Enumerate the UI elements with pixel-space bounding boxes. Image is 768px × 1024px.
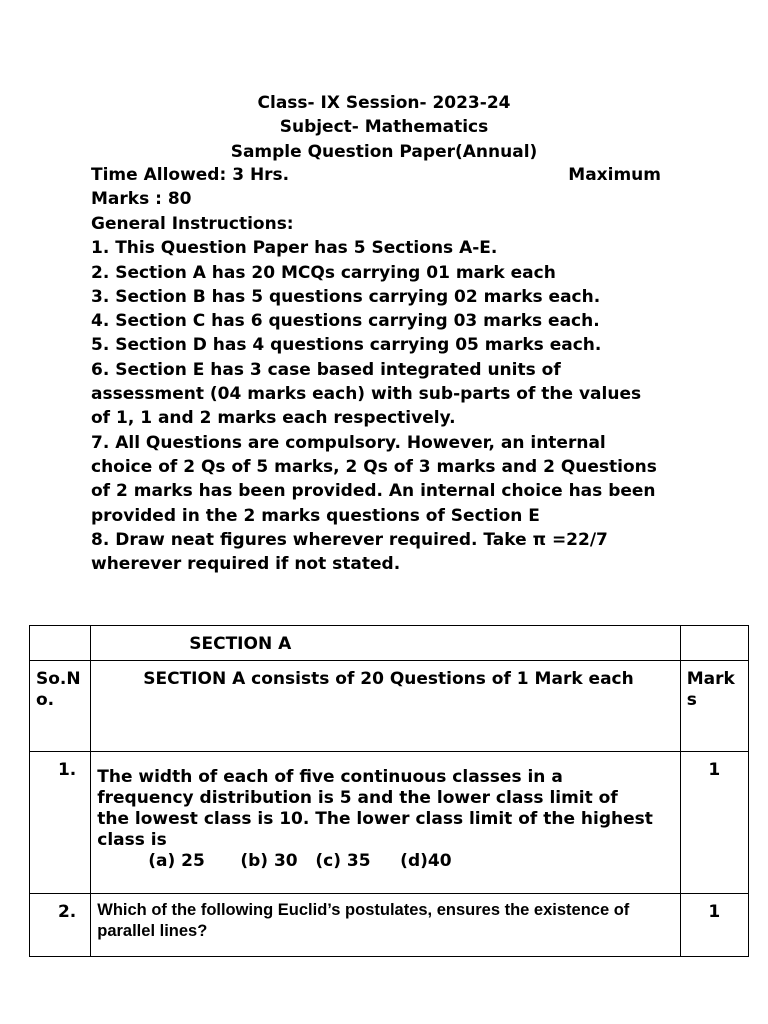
- empty-cell: [30, 626, 91, 661]
- instruction-line: 4. Section C has 6 questions carrying 03 marks each.: [91, 311, 600, 332]
- instruction-line: 7. All Questions are compulsory. However, an internal: [91, 432, 606, 453]
- question-line: class is: [97, 830, 167, 850]
- column-header-description: SECTION A consists of 20 Questions of 1 Mark each: [91, 661, 680, 752]
- instructions-title: General Instructions:: [91, 214, 294, 234]
- question-line: frequency distribution is 5 and the lower class limit of: [97, 788, 618, 808]
- max-marks: Marks : 80: [91, 189, 192, 209]
- question-marks: 1: [680, 894, 748, 957]
- instruction-line: of 1, 1 and 2 marks each respectively.: [91, 408, 456, 429]
- sno-header-line: So.N: [36, 669, 81, 689]
- question-line: The width of each of five continuous classes in a: [97, 767, 563, 787]
- question-marks: 1: [680, 752, 748, 894]
- instruction-line: of 2 marks has been provided. An internal choice has been: [91, 481, 656, 502]
- question-text: [91, 894, 680, 957]
- maximum-label: Maximum: [568, 165, 661, 185]
- instruction-line: 8. Draw neat figures wherever required. Take π =22/7: [91, 529, 608, 550]
- time-allowed: Time Allowed: 3 Hrs.: [91, 165, 290, 185]
- paper-title: Sample Question Paper(Annual): [230, 142, 538, 162]
- marks-header-line: Mark: [686, 669, 735, 689]
- sno-header-line: o.: [36, 690, 55, 710]
- empty-cell: [680, 626, 748, 661]
- instruction-line: provided in the 2 marks questions of Section E: [91, 505, 540, 526]
- instruction-line: wherever required if not stated.: [91, 554, 401, 575]
- instruction-line: 2. Section A has 20 MCQs carrying 01 mark each: [91, 262, 556, 283]
- general-instructions: [91, 212, 711, 576]
- instruction-line: choice of 2 Qs of 5 marks, 2 Qs of 3 marks and 2 Questions: [91, 456, 657, 477]
- instruction-line: 1. This Question Paper has 5 Sections A-E.: [91, 238, 498, 259]
- section-title: [91, 626, 680, 661]
- instruction-line: 6. Section E has 3 case based integrated units of: [91, 359, 561, 380]
- paper-subject: Subject- Mathematics: [279, 117, 489, 137]
- question-line: the lowest class is 10. The lower class limit of the highest: [97, 809, 653, 829]
- section-a-table: [29, 625, 749, 957]
- question-line: Which of the following Euclid’s postulates, ensures the existence of: [97, 901, 630, 919]
- question-number: 1.: [30, 752, 91, 894]
- question-number: 2.: [30, 894, 91, 957]
- instruction-line: 3. Section B has 5 questions carrying 02 marks each.: [91, 286, 601, 307]
- question-options: (a) 25 (b) 30 (c) 35 (d)40: [148, 851, 452, 871]
- paper-class-session: Class- IX Session- 2023-24: [257, 93, 511, 113]
- column-header-marks: [680, 661, 748, 752]
- marks-header-line: s: [686, 690, 697, 710]
- column-header-sno: [30, 661, 91, 752]
- question-line: parallel lines?: [97, 922, 208, 940]
- instruction-line: assessment (04 marks each) with sub-parts of the values: [91, 384, 642, 405]
- instruction-line: 5. Section D has 4 questions carrying 05 marks each.: [91, 335, 602, 356]
- question-text: [91, 752, 680, 894]
- table-row: [30, 752, 749, 894]
- section-title-text: SECTION A: [189, 634, 292, 654]
- table-row: [30, 894, 749, 957]
